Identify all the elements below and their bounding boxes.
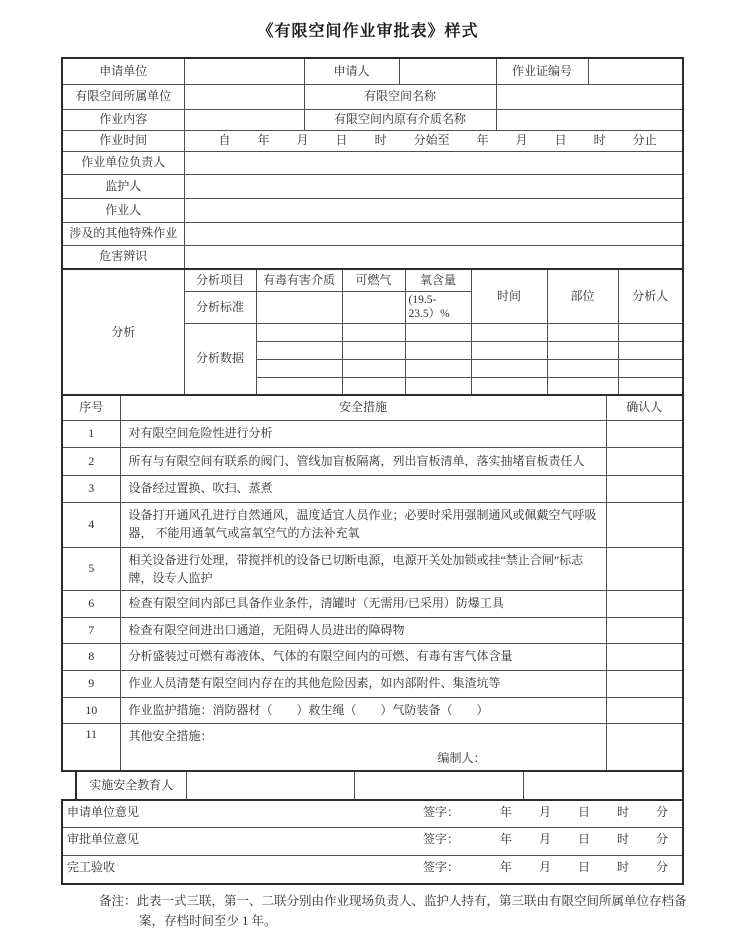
analysis-toxic-header: 有毒有害介质 bbox=[256, 269, 342, 291]
educator-value-1 bbox=[186, 771, 354, 800]
row-guardian bbox=[62, 174, 683, 198]
standard-oxygen-value: (19.5-23.5）% bbox=[405, 291, 471, 323]
row-work-content bbox=[62, 109, 683, 130]
safety-row bbox=[62, 475, 683, 502]
confirm-cell bbox=[606, 697, 683, 723]
work-time-template: 自 年 月 日 时 分始至 年 月 日 时 分止 bbox=[218, 133, 657, 147]
confirm-cell bbox=[606, 447, 683, 475]
opinion-row bbox=[62, 856, 683, 884]
row-hazard-id bbox=[62, 245, 683, 269]
space-name-value bbox=[496, 84, 683, 109]
measure-text: 分析盛装过可燃有毒液体、气体的有限空间内的可燃、有毒有害气体含量 bbox=[120, 643, 606, 670]
measure-text: 作业人员清楚有限空间内存在的其他危险因素，如内部附件、集渣坑等 bbox=[120, 670, 606, 697]
analysis-header-row bbox=[62, 269, 683, 291]
measure-no: 7 bbox=[62, 617, 120, 643]
standard-toxic-value bbox=[256, 291, 342, 323]
original-medium-value bbox=[496, 109, 683, 130]
confirm-header: 确认人 bbox=[606, 395, 683, 420]
applicant-unit-label: 申请单位 bbox=[62, 58, 184, 84]
measure-no: 6 bbox=[62, 590, 120, 617]
opinion-label: 申请单位意见 bbox=[67, 804, 140, 819]
approval-form bbox=[61, 57, 682, 885]
sign-label: 签字： bbox=[423, 804, 460, 819]
opinion-label: 审批单位意见 bbox=[67, 832, 140, 847]
other-measures-label: 其他安全措施： bbox=[128, 728, 213, 743]
row-applicant bbox=[62, 58, 683, 84]
measure-text: 设备经过置换、吹扫、蒸煮 bbox=[120, 475, 606, 502]
row-work-time bbox=[62, 130, 683, 151]
worker-label: 作业人 bbox=[62, 198, 184, 222]
date-blanks: 年 月 日 时 分 bbox=[499, 832, 668, 847]
document-page bbox=[0, 18, 736, 928]
measure-no: 1 bbox=[62, 420, 120, 447]
educator-value-2 bbox=[354, 771, 523, 800]
note-text: 此表一式三联，第一、二联分别由作业现场负责人、监护人持有，第三联由有限空间所属单位存档备案，存档时间至少 1 年。 bbox=[136, 893, 687, 928]
confirm-cell bbox=[606, 547, 683, 590]
confirm-cell bbox=[606, 590, 683, 617]
opinion-label: 完工验收 bbox=[67, 860, 116, 875]
education-row bbox=[76, 771, 683, 800]
safety-row bbox=[62, 697, 683, 723]
measure-text: 设备打开通风孔进行自然通风，温度适宜人员作业；必要时采用强制通风或佩戴空气呼吸器， 不能用通氧气或富氧空气的方法补充氧 bbox=[120, 502, 606, 547]
row-owner-unit bbox=[62, 84, 683, 109]
confirm-cell bbox=[606, 420, 683, 447]
confirm-cell bbox=[606, 670, 683, 697]
work-time-label: 作业时间 bbox=[62, 130, 184, 151]
measure-no: 8 bbox=[62, 643, 120, 670]
site-leader-value bbox=[184, 151, 683, 174]
measure-no: 3 bbox=[62, 475, 120, 502]
safety-row bbox=[62, 670, 683, 697]
date-blanks: 年 月 日 时 分 bbox=[499, 860, 668, 875]
applicant-unit-value bbox=[184, 58, 304, 84]
measure-no: 11 bbox=[62, 723, 120, 771]
work-content-label: 作业内容 bbox=[62, 109, 184, 130]
educator-label: 实施安全教育人 bbox=[76, 771, 186, 800]
confirm-cell bbox=[606, 617, 683, 643]
work-time-value bbox=[184, 130, 683, 151]
worker-value bbox=[184, 198, 683, 222]
analysis-section-label: 分析 bbox=[62, 269, 184, 395]
safety-row bbox=[62, 502, 683, 547]
confirm-cell bbox=[606, 475, 683, 502]
measure-no: 2 bbox=[62, 447, 120, 475]
analysis-item-label: 分析项目 bbox=[184, 269, 256, 291]
hazard-id-value bbox=[184, 245, 683, 269]
confirm-cell bbox=[606, 643, 683, 670]
hazard-id-label: 危害辨识 bbox=[62, 245, 184, 269]
owner-unit-value bbox=[184, 84, 304, 109]
no-header: 序号 bbox=[62, 395, 120, 420]
analysis-data-label: 分析数据 bbox=[184, 323, 256, 395]
analysis-standard-label: 分析标准 bbox=[184, 291, 256, 323]
sign-label: 签字： bbox=[423, 832, 460, 847]
analysis-location-header: 部位 bbox=[547, 269, 618, 323]
measure-no: 10 bbox=[62, 697, 120, 723]
confirm-cell bbox=[606, 723, 683, 771]
opinion-row bbox=[62, 800, 683, 828]
opinion-row bbox=[62, 828, 683, 856]
permit-no-value bbox=[588, 58, 683, 84]
measure-text: 检查有限空间内部已具备作业条件，清罐时（无需用/已采用）防爆工具 bbox=[120, 590, 606, 617]
date-blanks: 年 月 日 时 分 bbox=[499, 804, 668, 819]
education-table bbox=[75, 770, 684, 801]
applicant-label: 申请人 bbox=[304, 58, 399, 84]
confirm-cell bbox=[606, 502, 683, 547]
permit-no-label: 作业证编号 bbox=[496, 58, 588, 84]
measure-header: 安全措施 bbox=[120, 395, 606, 420]
row-other-special bbox=[62, 222, 683, 245]
page-title: 《有限空间作业审批表》样式 bbox=[257, 23, 479, 40]
measure-no: 9 bbox=[62, 670, 120, 697]
standard-flammable-value bbox=[342, 291, 405, 323]
other-special-label: 涉及的其他特殊作业 bbox=[62, 222, 184, 245]
info-table bbox=[61, 57, 684, 270]
note-label: 备注： bbox=[99, 893, 137, 908]
preparer-label: 编制人： bbox=[437, 751, 486, 766]
measure-no: 4 bbox=[62, 502, 120, 547]
sign-label: 签字： bbox=[423, 860, 460, 875]
measure-text: 作业监护措施：消防器材（ ）救生绳（ ）气防装备（ ） bbox=[120, 697, 606, 723]
opinions-table bbox=[61, 799, 684, 885]
safety-row bbox=[62, 547, 683, 590]
guardian-value bbox=[184, 174, 683, 198]
safety-row bbox=[62, 643, 683, 670]
safety-header-row bbox=[62, 395, 683, 420]
analysis-oxygen-header: 氧含量 bbox=[405, 269, 471, 291]
applicant-value bbox=[399, 58, 496, 84]
original-medium-label: 有限空间内原有介质名称 bbox=[304, 109, 496, 130]
work-content-value bbox=[184, 109, 304, 130]
space-name-label: 有限空间名称 bbox=[304, 84, 496, 109]
row-site-leader bbox=[62, 151, 683, 174]
safety-row bbox=[62, 617, 683, 643]
measure-text: 相关设备进行处理，带搅拌机的设备已切断电源，电源开关处加锁或挂“禁止合闸”标志牌，设专人监护 bbox=[120, 547, 606, 590]
analysis-analyst-header: 分析人 bbox=[618, 269, 683, 323]
safety-table bbox=[61, 394, 684, 772]
safety-row bbox=[62, 723, 683, 771]
analysis-flammable-header: 可燃气 bbox=[342, 269, 405, 291]
measure-text: 检查有限空间进出口通道，无阻碍人员进出的障碍物 bbox=[120, 617, 606, 643]
measure-text: 所有与有限空间有联系的阀门、管线加盲板隔离，列出盲板清单，落实抽堵盲板责任人 bbox=[120, 447, 606, 475]
other-special-value bbox=[184, 222, 683, 245]
measure-text: 对有限空间危险性进行分析 bbox=[120, 420, 606, 447]
guardian-label: 监护人 bbox=[62, 174, 184, 198]
row-worker bbox=[62, 198, 683, 222]
analysis-table bbox=[61, 268, 684, 396]
analysis-time-header: 时间 bbox=[471, 269, 547, 323]
site-leader-label: 作业单位负责人 bbox=[62, 151, 184, 174]
remark-note bbox=[99, 891, 691, 931]
safety-row bbox=[62, 420, 683, 447]
measure-no: 5 bbox=[62, 547, 120, 590]
measure-text-other bbox=[120, 723, 606, 771]
owner-unit-label: 有限空间所属单位 bbox=[62, 84, 184, 109]
safety-row bbox=[62, 447, 683, 475]
safety-row bbox=[62, 590, 683, 617]
educator-value-3 bbox=[523, 771, 683, 800]
